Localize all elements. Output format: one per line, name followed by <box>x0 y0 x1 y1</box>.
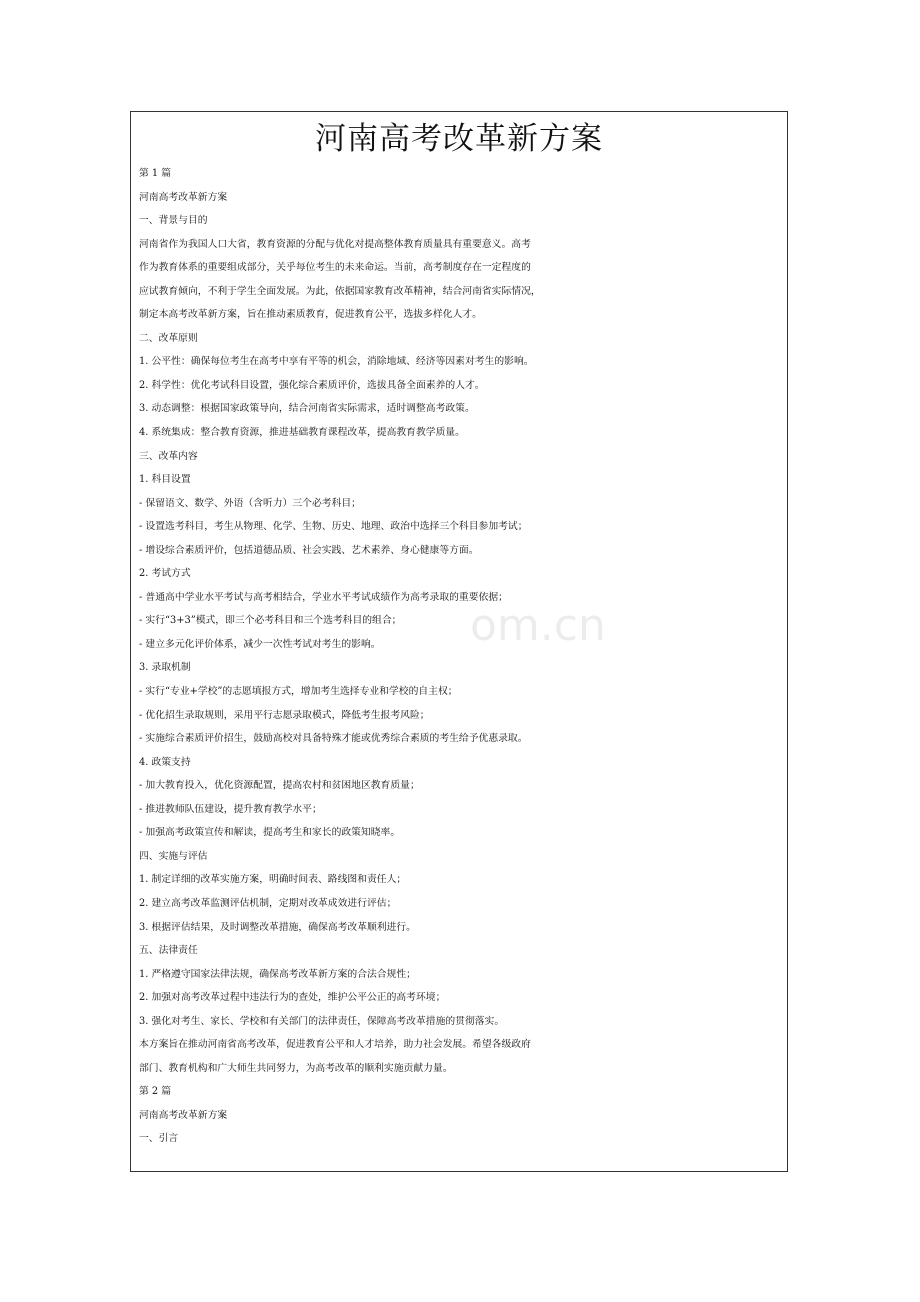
text-line: 2. 加强对高考改革过程中违法行为的查处，维护公平公正的高考环境； <box>139 992 446 1004</box>
document-title: 河南高考改革新方案 <box>315 121 603 157</box>
text-line: 第 2 篇 <box>139 1086 172 1098</box>
text-line: 四、实施与评估 <box>139 850 208 862</box>
text-line: - 加大教育投入，优化资源配置，提高农村和贫困地区教育质量； <box>139 780 420 792</box>
text-line: 二、改革原则 <box>139 332 198 344</box>
document-body <box>139 162 789 1151</box>
text-line: 2. 考试方式 <box>139 568 191 580</box>
text-line: 1. 严格遵守国家法律法规，确保高考改革新方案的合法合规性； <box>139 968 416 980</box>
text-line: 1. 科目设置 <box>139 474 191 486</box>
text-line: 制定本高考改革新方案，旨在推动素质教育，促进教育公平，选拔多样化人才。 <box>139 309 482 321</box>
text-line: - 优化招生录取规则，采用平行志愿录取模式，降低考生报考风险； <box>139 709 430 721</box>
text-line: 4. 系统集成：整合教育资源，推进基础教育课程改革，提高教育教学质量。 <box>139 427 465 439</box>
text-line: 部门、教育机构和广大师生共同努力，为高考改革的顺利实施贡献力量。 <box>139 1062 453 1074</box>
text-line: - 实行“专业+学校”的志愿填报方式，增加考生选择专业和学校的自主权； <box>139 686 458 698</box>
text-line: - 普通高中学业水平考试与高考相结合，学业水平考试成绩作为高考录取的重要依据； <box>139 591 508 603</box>
text-line: 3. 动态调整：根据国家政策导向，结合河南省实际需求，适时调整高考政策。 <box>139 403 475 415</box>
text-line: 五、法律责任 <box>139 945 198 957</box>
text-line: - 实施综合素质评价招生，鼓励高校对具备特殊才能或优秀综合素质的考生给予优惠录取。 <box>139 733 528 745</box>
text-line: - 推进教师队伍建设，提升教育教学水平； <box>139 803 322 815</box>
text-line: 一、引言 <box>139 1133 179 1145</box>
text-line: 2. 建立高考改革监测评估机制，定期对改革成效进行评估； <box>139 897 397 909</box>
text-line: 第 1 篇 <box>139 168 172 179</box>
text-line: 河南高考改革新方案 <box>139 1109 228 1121</box>
text-line: 3. 强化对考生、家长、学校和有关部门的法律责任，保障高考改革措施的贯彻落实。 <box>139 1015 505 1027</box>
text-line: 3. 根据评估结果，及时调整改革措施，确保高考改革顺利进行。 <box>139 921 416 933</box>
text-line: - 建立多元化评价体系，减少一次性考试对考生的影响。 <box>139 638 381 650</box>
text-line: 1. 制定详细的改革实施方案，明确时间表、路线图和责任人； <box>139 874 407 886</box>
text-line: - 保留语文、数学、外语（含听力）三个必考科目； <box>139 497 361 509</box>
text-line: 河南高考改革新方案 <box>139 191 228 203</box>
text-line: 河南省作为我国人口大省，教育资源的分配与优化对提高整体教育质量具有重要意义。高考 <box>139 238 531 250</box>
text-line: - 加强高考政策宣传和解读，提高考生和家长的政策知晓率。 <box>139 827 401 839</box>
text-line: 应试教育倾向，不利于学生全面发展。为此，依据国家教育改革精神，结合河南省实际情况， <box>139 285 541 297</box>
text-line: 作为教育体系的重要组成部分，关乎每位考生的未来命运。当前，高考制度存在一定程度的 <box>139 262 531 274</box>
text-line: - 增设综合素质评价，包括道德品质、社会实践、艺术素养、身心健康等方面。 <box>139 544 479 556</box>
text-line: 2. 科学性：优化考试科目设置，强化综合素质评价，选拔具备全面素养的人才。 <box>139 379 485 391</box>
watermark: om.cn <box>470 600 606 651</box>
text-line: - 设置选考科目，考生从物理、化学、生物、历史、地理、政治中选择三个科目参加考试； <box>139 521 528 533</box>
text-line: 1. 公平性：确保每位考生在高考中享有平等的机会，消除地域、经济等因素对考生的影响。 <box>139 356 534 368</box>
text-line: 一、背景与目的 <box>139 215 208 227</box>
text-line: 4. 政策支持 <box>139 756 191 768</box>
document-frame <box>130 111 788 1172</box>
text-line: - 实行“3+3”模式，即三个必考科目和三个选考科目的组合； <box>139 615 402 627</box>
text-line: 三、改革内容 <box>139 450 198 462</box>
text-line: 本方案旨在推动河南省高考改革，促进教育公平和人才培养，助力社会发展。希望各级政府 <box>139 1039 531 1051</box>
text-line: 3. 录取机制 <box>139 662 191 674</box>
